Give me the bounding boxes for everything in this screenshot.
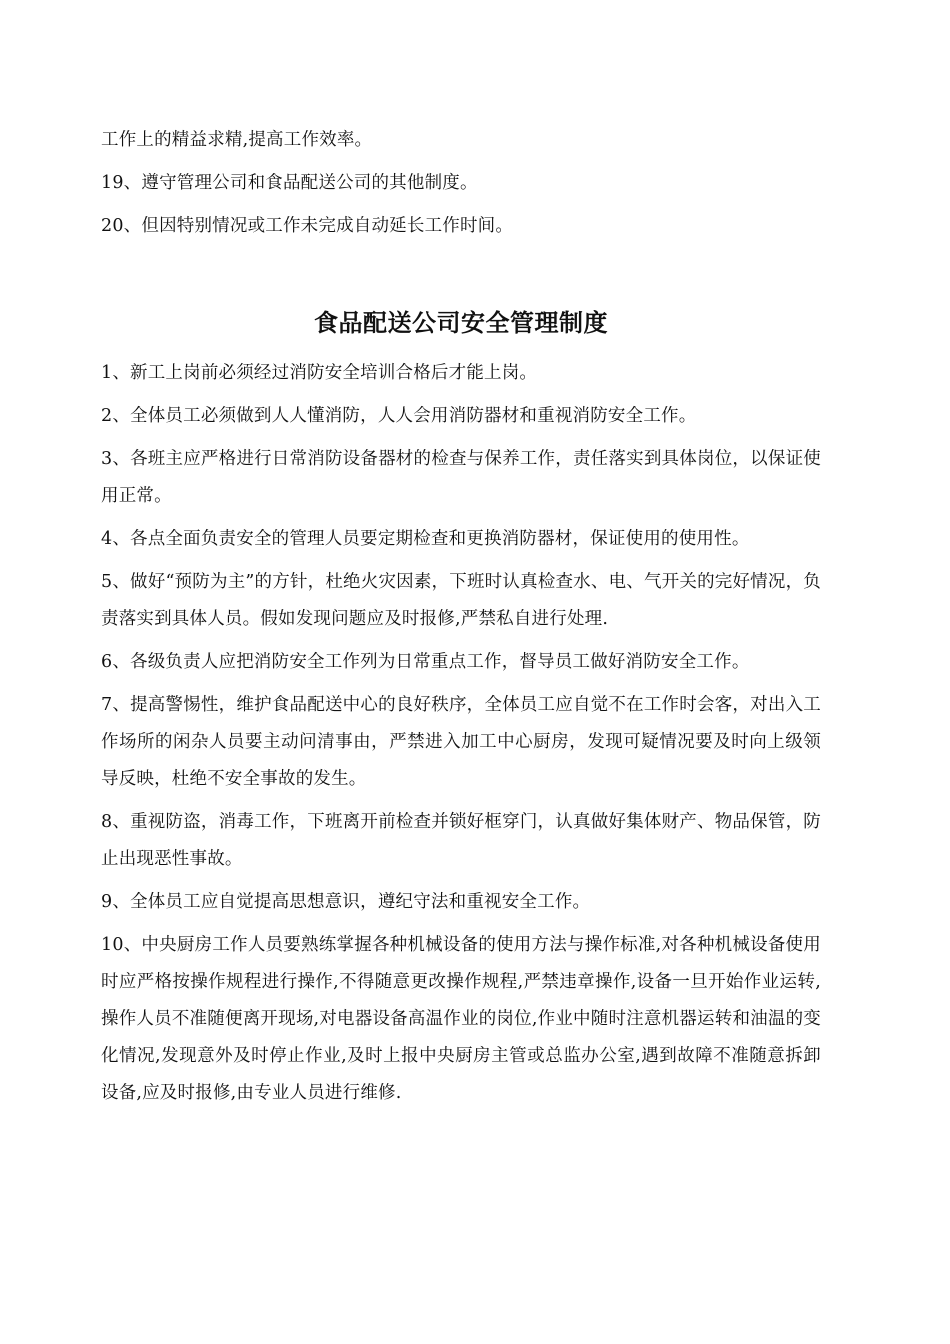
intro-paragraph-19: 19、遵守管理公司和食品配送公司的其他制度。	[101, 173, 478, 193]
intro-paragraph-continuation: 工作上的精益求精,提高工作效率。	[101, 130, 373, 150]
section-title-wrap	[101, 305, 821, 341]
rule-item-6: 6、各级负责人应把消防安全工作列为日常重点工作，督导员工做好消防安全工作。	[101, 652, 750, 672]
rule-item-10: 10、中央厨房工作人员要熟练掌握各种机械设备的使用方法与操作标准,对各种机械设备使用时应严格按操作规程进行操作,不得随意更改操作规程,严禁违章操作,设备一旦开始作业运转,操作人员不准随便离开现场,对电器设备高温作业的岗位,作业中随时注意机器运转和油温的变化情况,发现意外及时停止作业,及时上报中央厨房主管或总监办公室,遇到故障不准随意拆卸设备,应及时报修,由专业人员进行维修.	[101, 935, 821, 1103]
rule-item-5: 5、做好“预防为主”的方针，杜绝火灾因素，下班时认真检查水、电、气开关的完好情况，负责落实到具体人员。假如发现问题应及时报修,严禁私自进行处理.	[101, 572, 821, 629]
section-title: 食品配送公司安全管理制度	[314, 309, 608, 337]
rule-item-7: 7、提高警惕性，维护食品配送中心的良好秩序，全体员工应自觉不在工作时会客，对出入工作场所的闲杂人员要主动问清事由，严禁进入加工中心厨房，发现可疑情况要及时向上级领导反映，杜绝不安全事故的发生。	[101, 695, 821, 789]
rule-item-1: 1、新工上岗前必须经过消防安全培训合格后才能上岗。	[101, 363, 538, 383]
rule-item-4: 4、各点全面负责安全的管理人员要定期检查和更换消防器材，保证使用的使用性。	[101, 529, 750, 549]
rule-item-9: 9、全体员工应自觉提高思想意识，遵纪守法和重视安全工作。	[101, 892, 591, 912]
document-body	[101, 122, 821, 1118]
intro-paragraph-20: 20、但因特别情况或工作未完成自动延长工作时间。	[101, 216, 514, 236]
rule-item-8: 8、重视防盗，消毒工作，下班离开前检查并锁好框穿门，认真做好集体财产、物品保管，防止出现恶性事故。	[101, 812, 821, 869]
rule-item-2: 2、全体员工必须做到人人懂消防，人人会用消防器材和重视消防安全工作。	[101, 406, 697, 426]
rule-item-3: 3、各班主应严格进行日常消防设备器材的检查与保养工作，责任落实到具体岗位，以保证使用正常。	[101, 449, 821, 506]
